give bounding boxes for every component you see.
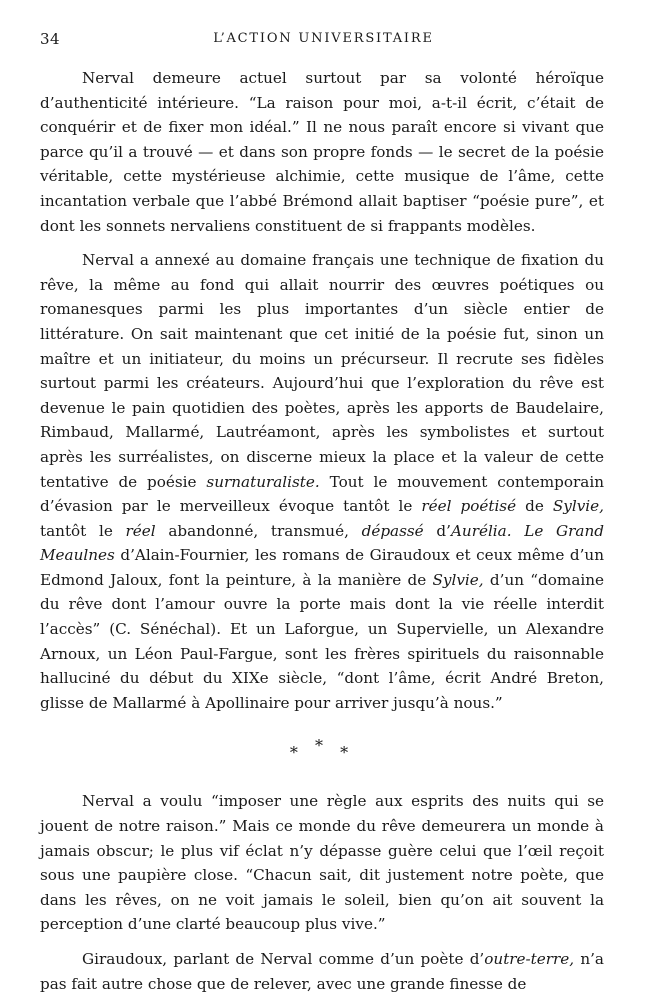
italic-title: Sylvie, <box>552 497 604 516</box>
section-separator <box>40 736 604 763</box>
paragraph-2-text: abandonné, transmué, <box>155 521 362 540</box>
paragraph-4-text: n’a pas fait autre chose que de relever, avec une grande finesse de <box>40 950 604 993</box>
paragraph-2-text: d’Alain-Fournier, les romans de Giraudoux et ceux même d’un Edmond Jaloux, font la peinture, à la manière de <box>40 546 604 589</box>
asterisk: * <box>340 743 355 763</box>
page-header <box>40 30 607 54</box>
italic-term: dépassé <box>361 521 424 540</box>
paragraph-2-text: tantôt le <box>40 521 126 540</box>
paragraph-4-text: Giraudoux, parlant de Nerval comme d’un poète d’ <box>82 950 485 968</box>
paragraph-1: Nerval demeure actuel surtout par sa volonté héroïque d’authenticité intérieure. “La raison pour moi, a-t-il écrit, c’était de conquérir et de fixer mon idéal.” Il ne nous paraît encore si vivant que parce qu’il a trouvé — et dans son propre fonds — le secret de la poésie véritable, cette mystérieuse alchimie, cette musique de l’âme, cette incantation verbale que l’abbé Brémond allait baptiser “poésie pure”, et dont les sonnets nervaliens constituent de si frappants modèles. <box>40 69 604 235</box>
paragraph-2-text: Tout le mouvement contemporain d’évasion par le merveilleux évoque tantôt le <box>40 472 605 516</box>
paragraph-2-text: d’un “domaine du rêve dont l’amour ouvre la porte mais dont la vie réelle interdit l’accès” (C. Sénéchal). Et un Laforgue, un Supervielle, un Alexandre Arnoux, un Léon Paul-Fargue, sont les frères spirituels du raisonnable halluciné du début du XIXe siècle, “dont l’âme, écrit André Breton, glisse de Mallarmé à Apollinaire pour arriver jusqu’à nous.” <box>40 570 604 712</box>
asterisk: * <box>289 743 304 763</box>
paragraph-2 <box>40 248 604 715</box>
paragraph-2-text: Nerval a annexé au domaine français une technique de fixation du rêve, la même au fond qui allait nourrir des œuvres poétiques ou romanesques parmi les plus importantes d’un siècle entier de littérature. On sait maintenant que cet initié de la poésie fut, sinon un maître et un initiateur, du moins un précurseur. Il recrute ses fidèles surtout parmi les créateurs. Aujourd’hui que l’exploration du rêve est devenue le pain quotidien des poètes, après les apports de Baudelaire, Rimbaud, Mallarmé, Lautréamont, après les symbolistes et surtout après les surréalistes, on discerne mieux la place et la valeur de cette tentative de poésie <box>40 251 604 491</box>
paragraph-2-text: de <box>516 497 553 516</box>
running-title: L’ACTION UNIVERSITAIRE <box>213 31 434 46</box>
page-number: 34 <box>40 30 61 48</box>
italic-title: Aurélia. Le Grand Meaulnes <box>40 521 604 565</box>
asterisk: * <box>315 736 329 756</box>
italic-term: réel <box>125 521 156 540</box>
italic-term: réel poétisé <box>421 497 517 516</box>
paragraph-4 <box>40 947 604 996</box>
paragraph-2-text: d’ <box>423 521 451 540</box>
body-text <box>40 66 604 996</box>
paragraph-3: Nerval a voulu “imposer une règle aux esprits des nuits qui se jouent de notre raison.” Mais ce monde du rêve demeurera un monde à jamais obscur; le plus vif éclat n’y dépasse guère celui que l’œil reçoit sous une paupière close. “Chacun sait, dit justement notre poète, que dans les rêves, on ne voit jamais le soleil, bien qu’on ait souvent la perception d’une clarté beaucoup plus vive.” <box>40 792 604 934</box>
italic-term: surnaturaliste. <box>206 472 320 491</box>
italic-title: Sylvie, <box>432 570 484 589</box>
italic-term: outre-terre, <box>484 950 575 968</box>
